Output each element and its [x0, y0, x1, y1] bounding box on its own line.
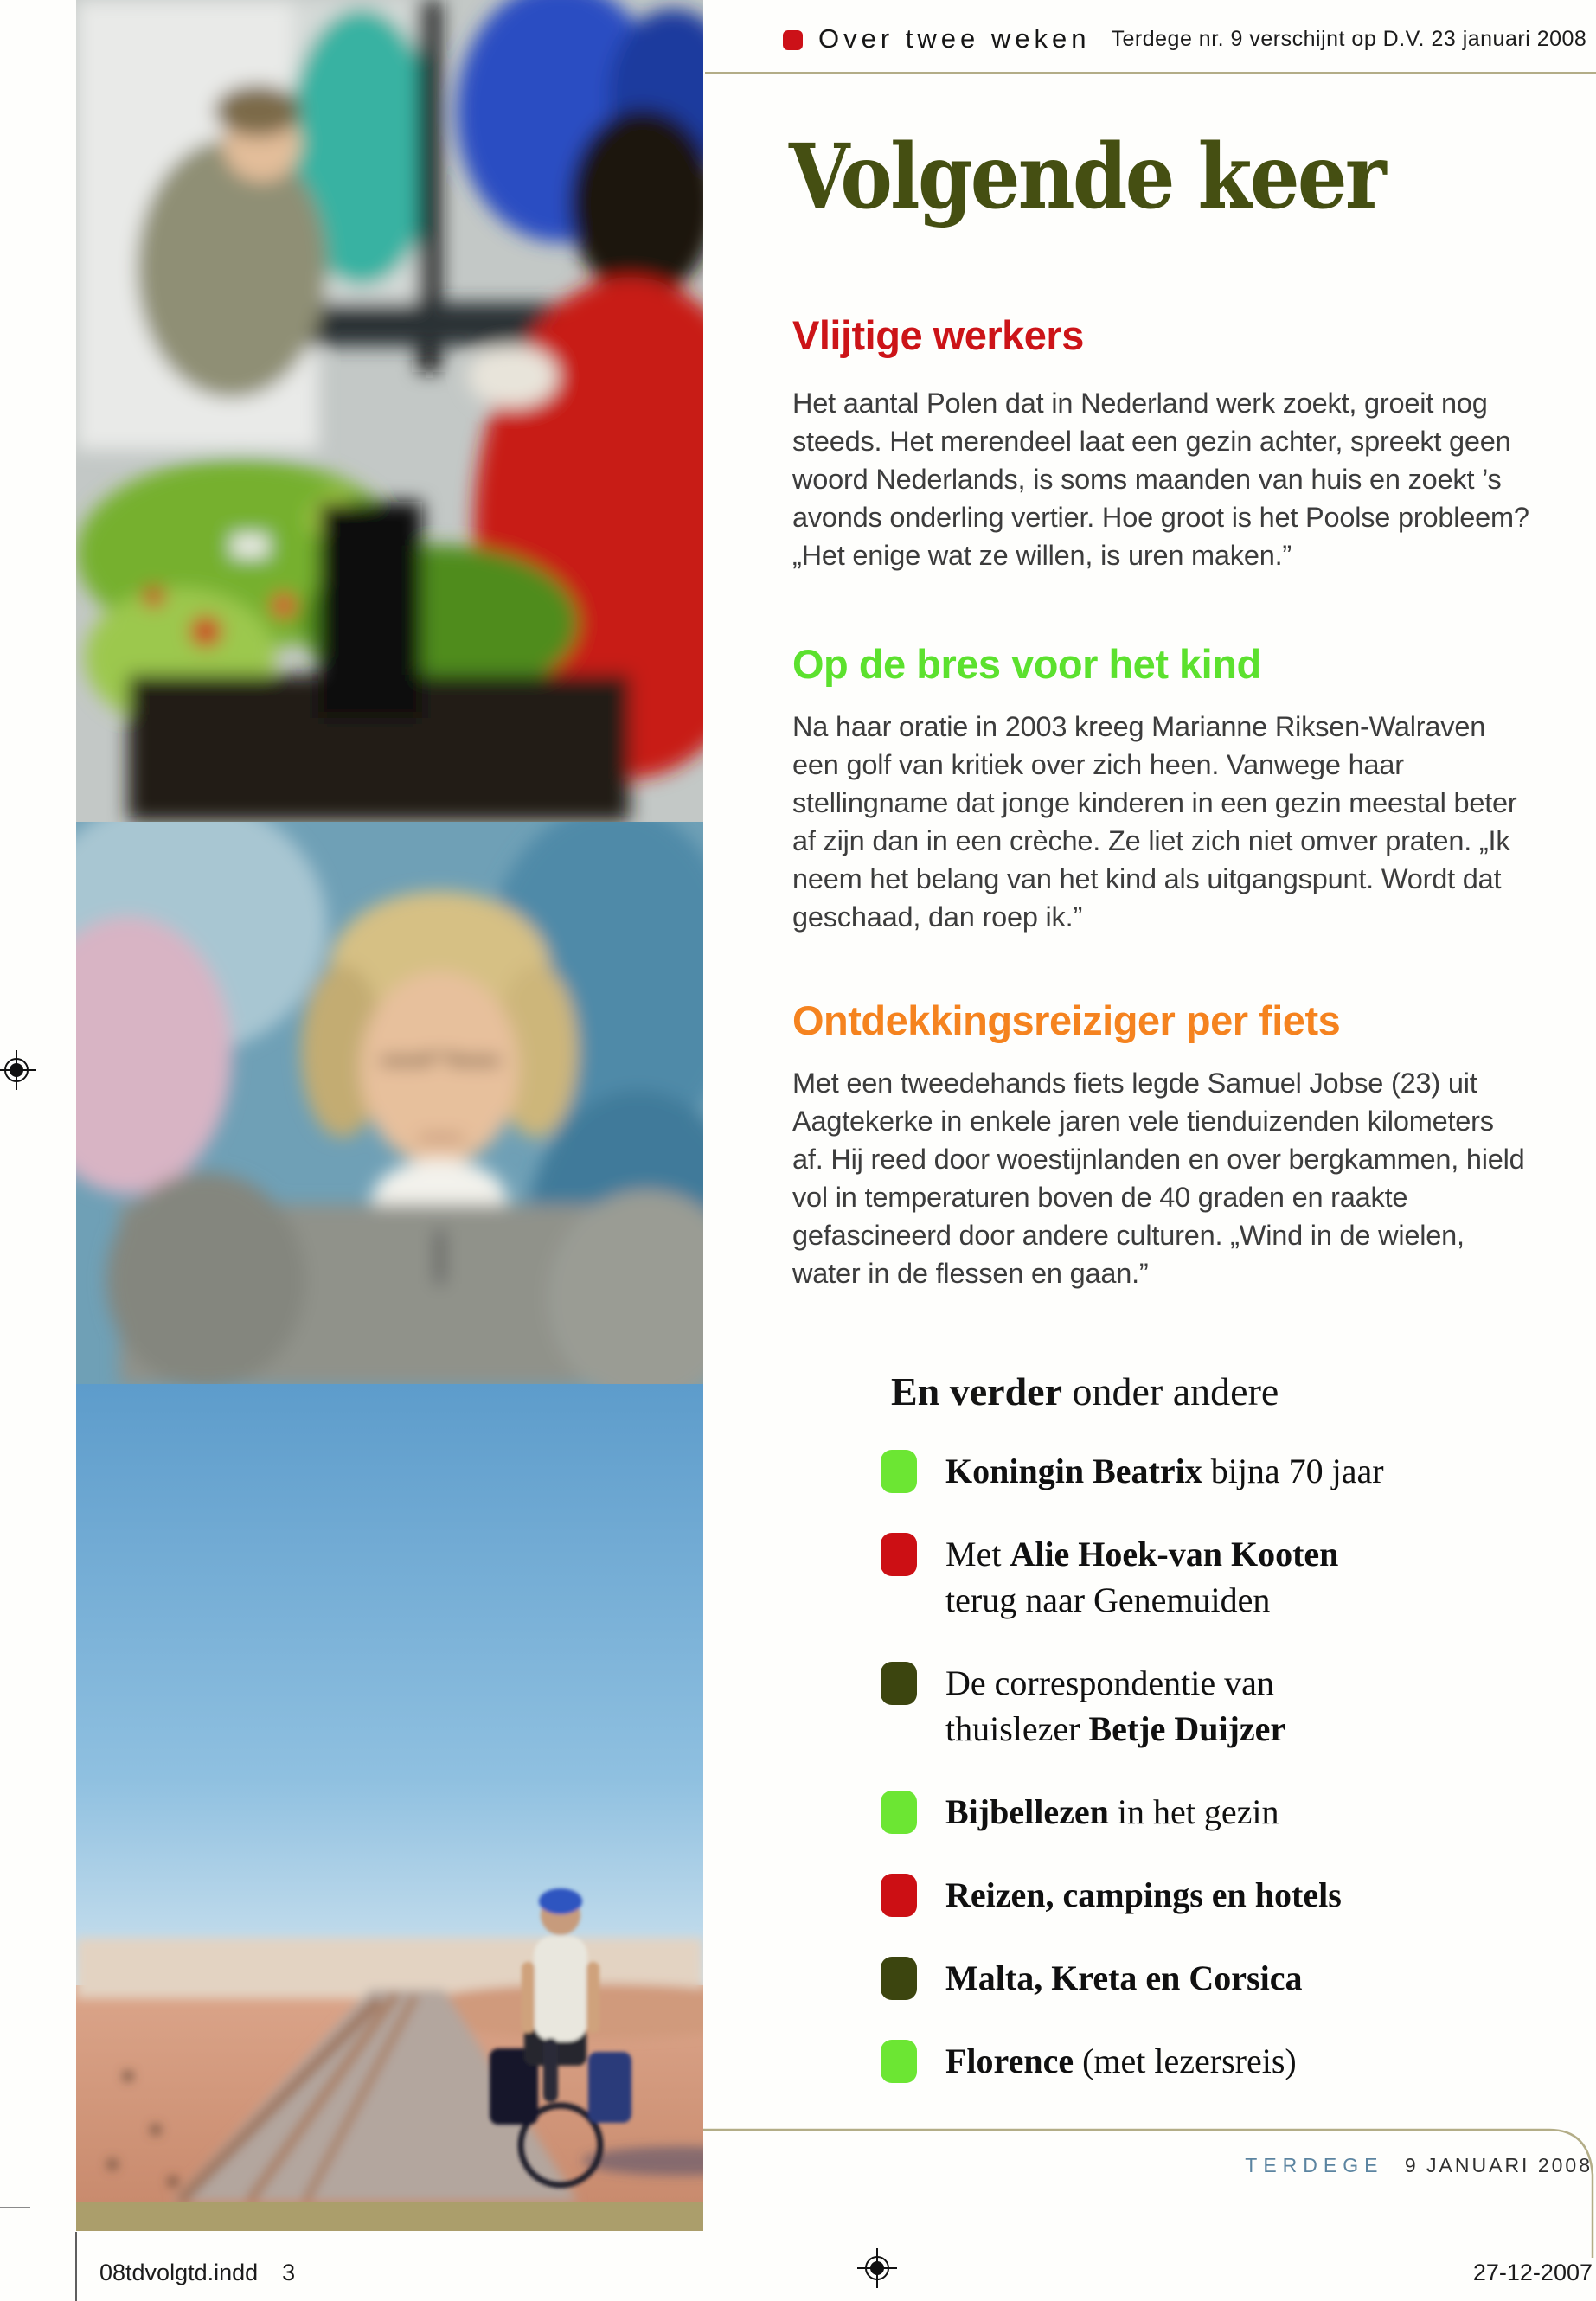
list-item	[881, 1660, 1555, 1752]
further-heading-rest: onder andere	[1062, 1369, 1279, 1413]
registration-mark-icon	[857, 2248, 897, 2288]
list-item	[881, 2038, 1555, 2084]
list-item-text: Bijbellezen in het gezin	[945, 1792, 1279, 1831]
further-heading	[891, 1368, 1279, 1414]
list-item	[881, 1872, 1555, 1918]
list-bullet-icon	[881, 1791, 917, 1834]
list-item-text: Florence (met lezersreis)	[945, 2041, 1297, 2080]
list-bullet-icon	[881, 1450, 917, 1493]
file-name: 08tdvolgtd.indd	[99, 2259, 259, 2285]
file-page-number: 3	[282, 2259, 296, 2285]
list-item	[881, 1531, 1555, 1623]
print-date: 27-12-2007	[1472, 2259, 1593, 2285]
section-body: Na haar oratie in 2003 kreeg Marianne Riksen-Walraven een golf van kritiek over zich heen. Vanwege haar stellingname dat jonge kinderen in een gezin meestal beter af zijn dan in een crèche. Ze liet zich niet omver praten. „Ik neem het belang van het kind als uitgangspunt. Wordt dat geschaad, dan roep ik.”	[792, 711, 1517, 933]
list-bullet-icon	[881, 1533, 917, 1576]
further-list	[881, 1448, 1555, 2121]
document-file-info	[99, 2259, 295, 2286]
header-rule	[705, 72, 1596, 74]
list-item-text: Malta, Kreta en Corsica	[945, 1958, 1303, 1997]
section-body: Het aantal Polen dat in Nederland werk zoekt, groeit nog steeds. Het merendeel laat een gezin achter, spreekt geen woord Nederlands, is soms maanden van huis en zoekt ’s avonds onderling vertier. Hoe groot is het Poolse probleem? „Het enige wat ze willen, is uren maken.”	[792, 388, 1529, 571]
photo-desert-cyclist	[76, 1384, 703, 2202]
magazine-name: TERDEGE	[1245, 2154, 1384, 2176]
photo-portrait-woman	[76, 822, 703, 1384]
trim-mark	[0, 2207, 30, 2208]
header-subtitle: Terdege nr. 9 verschijnt op D.V. 23 januari 2008	[1111, 26, 1587, 51]
section-heading-op-de-bres: Op de bres voor het kind	[792, 641, 1261, 687]
list-item-text: Koningin Beatrix bijna 70 jaar	[945, 1452, 1384, 1490]
list-bullet-icon	[881, 1874, 917, 1917]
bottom-right-border-curve	[703, 2111, 1596, 2258]
page-title: Volgende keer	[789, 125, 1385, 229]
section-heading-ontdekkingsreiziger: Ontdekkingsreiziger per fiets	[792, 997, 1341, 1043]
issue-date: 9 JANUARI 2008	[1404, 2154, 1593, 2176]
list-item	[881, 1448, 1555, 1494]
desert-cyclist-illustration	[76, 1384, 703, 2202]
list-item-text: De correspondentie van thuislezer Betje Duijzer	[945, 1663, 1286, 1748]
registration-mark-icon	[0, 1050, 36, 1090]
list-item-text: Met Alie Hoek-van Kooten terug naar Genemuiden	[945, 1535, 1339, 1619]
header-title: Over twee weken	[818, 23, 1091, 54]
photo-flower-market	[76, 0, 703, 822]
list-item	[881, 1789, 1555, 1835]
red-square-bullet-icon	[783, 30, 803, 50]
section-body: Met een tweedehands fiets legde Samuel Jobse (23) uit Aagtekerke in enkele jaren vele tienduizenden kilometers af. Hij reed door woestijnlanden en over bergkammen, hield vol in temperaturen boven de 40 graden en raakte gefascineerd door andere culturen. „Wind in de wielen, water in de flessen en gaan.”	[792, 1067, 1525, 1289]
section-heading-vlijtige-werkers: Vlijtige werkers	[792, 312, 1084, 358]
list-bullet-icon	[881, 1957, 917, 2000]
header	[783, 14, 1596, 64]
list-bullet-icon	[881, 1662, 917, 1705]
further-heading-bold: En verder	[891, 1369, 1063, 1413]
list-item	[881, 1955, 1555, 2001]
flower-market-illustration	[76, 0, 703, 822]
list-bullet-icon	[881, 2040, 917, 2083]
list-item-text: Reizen, campings en hotels	[945, 1875, 1342, 1914]
page-edge-line	[75, 2232, 77, 2301]
photo-bottom-strip	[76, 2202, 703, 2231]
portrait-illustration	[76, 822, 703, 1384]
